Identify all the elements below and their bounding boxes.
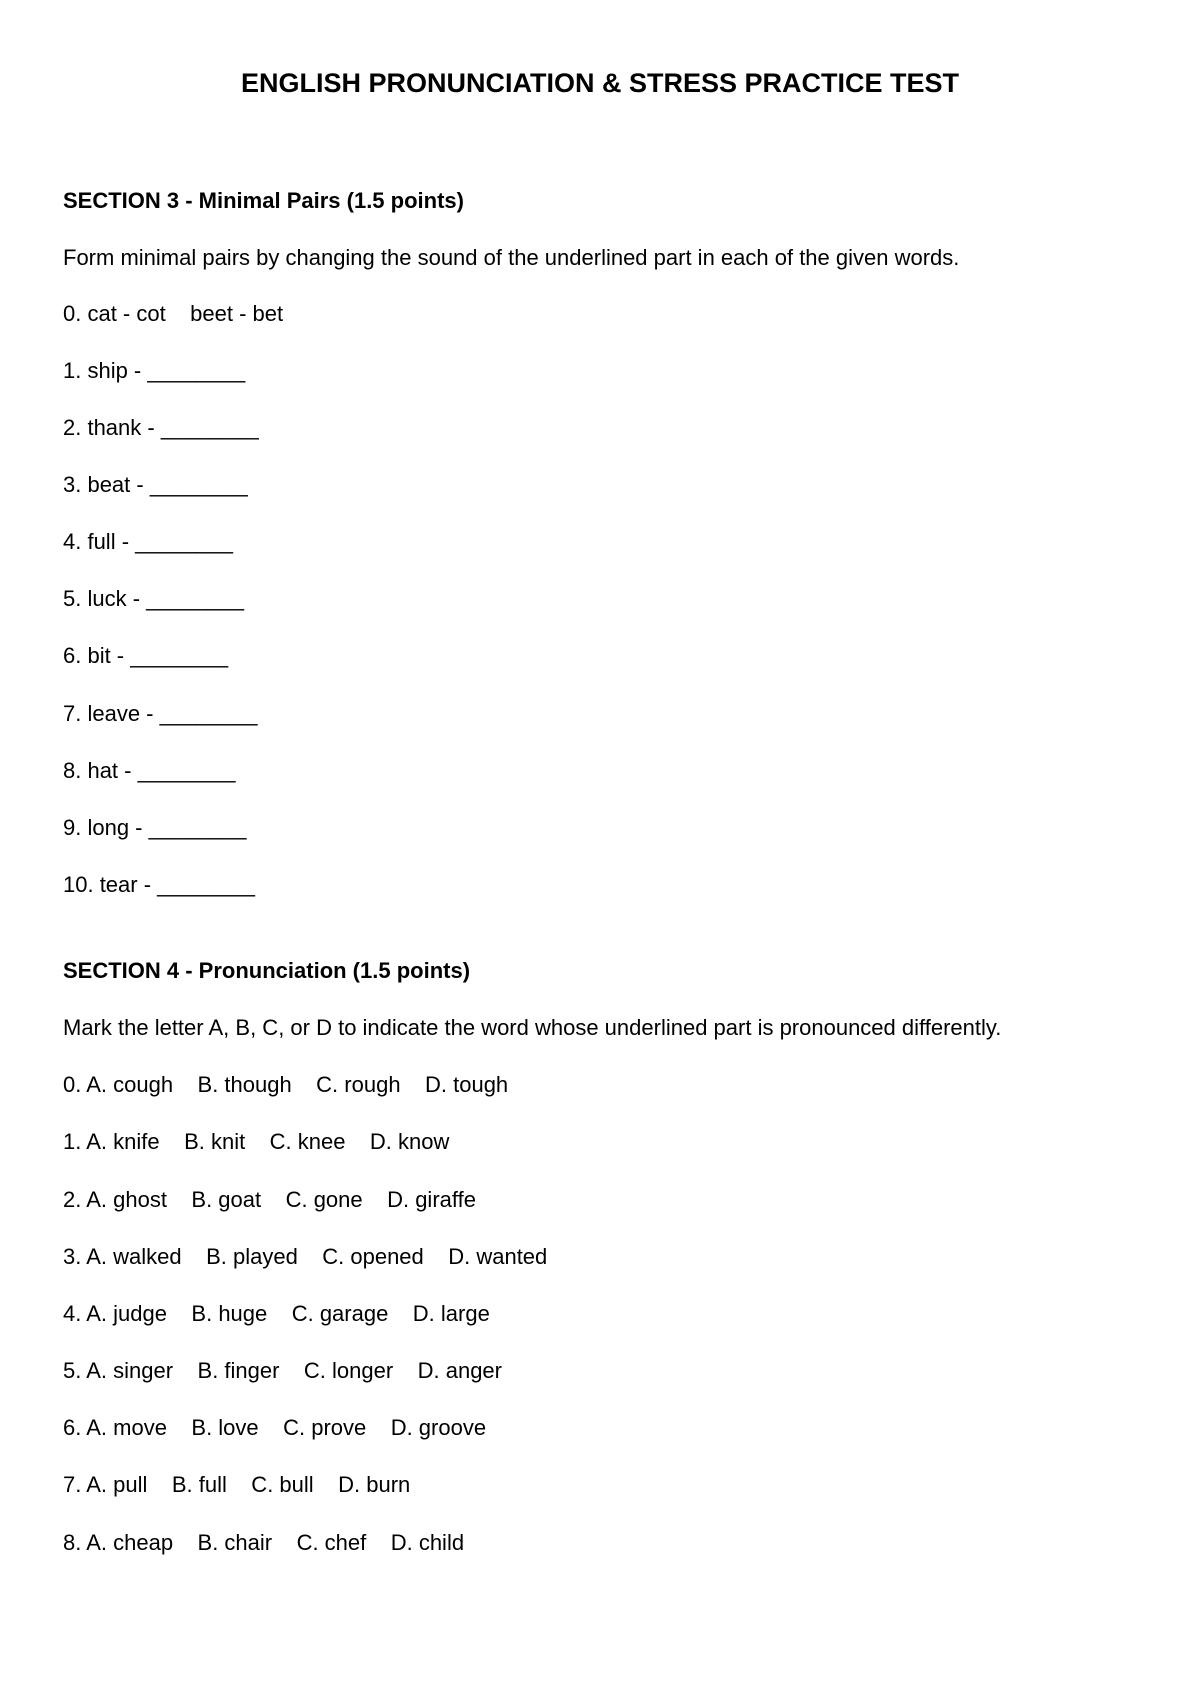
section-3-instruction: Form minimal pairs by changing the sound of the underlined part in each of the given words. — [63, 245, 960, 270]
section-3-item-6: 6. bit - ________ — [63, 643, 229, 668]
section-3-item-0: 0. cat - cot beet - bet — [63, 301, 284, 326]
section-4-heading: SECTION 4 - Pronunciation (1.5 points) — [63, 958, 471, 983]
section-4-item-1: 1. A. knife B. knit C. knee D. know — [63, 1129, 450, 1154]
section-4-instruction: Mark the letter A, B, C, or D to indicate the word whose underlined part is pronounced differently. — [63, 1015, 1002, 1040]
page-title: ENGLISH PRONUNCIATION & STRESS PRACTICE TEST — [240, 68, 960, 98]
section-3-item-10: 10. tear - ________ — [63, 872, 256, 897]
section-4-item-0: 0. A. cough B. though C. rough D. tough — [63, 1072, 509, 1097]
section-4-item-3: 3. A. walked B. played C. opened D. wanted — [63, 1244, 548, 1269]
section-3-item-5: 5. luck - ________ — [63, 586, 245, 611]
section-3-item-1: 1. ship - ________ — [63, 358, 246, 383]
section-4-item-6: 6. A. move B. love C. prove D. groove — [63, 1415, 487, 1440]
section-3-item-4: 4. full - ________ — [63, 529, 234, 554]
section-3-item-7: 7. leave - ________ — [63, 701, 258, 726]
section-3-item-8: 8. hat - ________ — [63, 758, 236, 783]
section-3-item-3: 3. beat - ________ — [63, 472, 248, 497]
section-4-item-7: 7. A. pull B. full C. bull D. burn — [63, 1472, 411, 1497]
section-4-item-8: 8. A. cheap B. chair C. chef D. child — [63, 1530, 465, 1555]
section-4-item-4: 4. A. judge B. huge C. garage D. large — [63, 1301, 490, 1326]
section-4-item-5: 5. A. singer B. finger C. longer D. anger — [63, 1358, 502, 1383]
section-4-item-2: 2. A. ghost B. goat C. gone D. giraffe — [63, 1187, 476, 1212]
section-3-heading: SECTION 3 - Minimal Pairs (1.5 points) — [63, 188, 464, 213]
section-3-item-9: 9. long - ________ — [63, 815, 247, 840]
section-3-item-2: 2. thank - ________ — [63, 415, 259, 440]
